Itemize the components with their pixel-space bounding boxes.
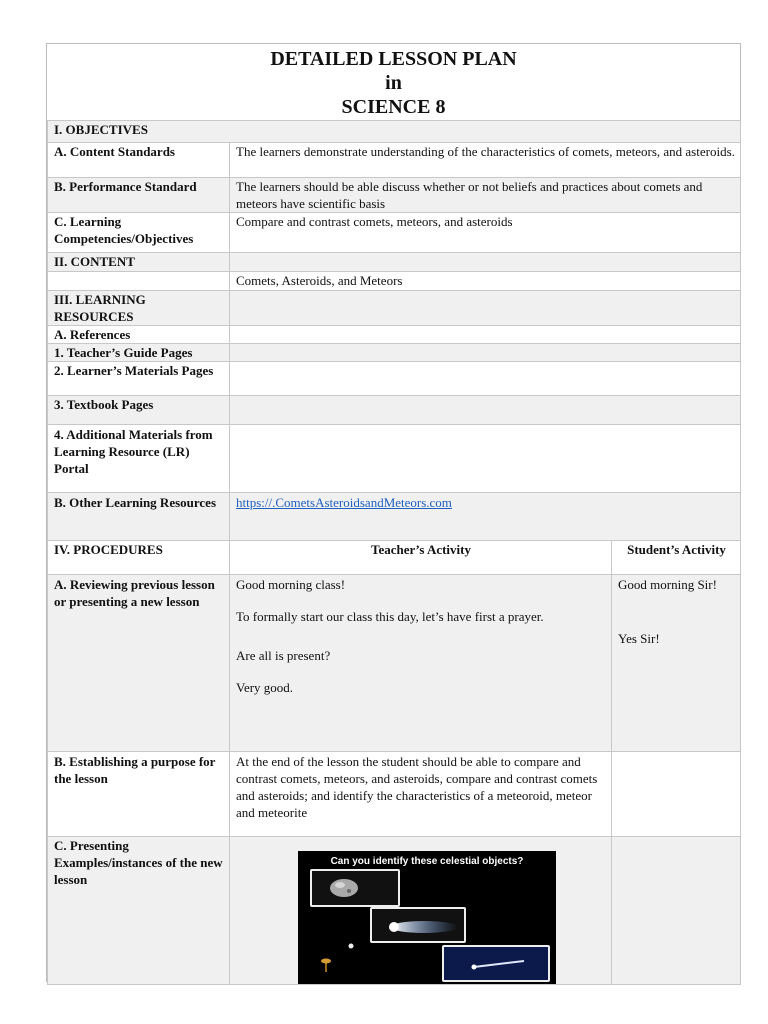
table-row: [48, 396, 741, 425]
table-row: [48, 425, 741, 493]
establishing-purpose-label: B. Establishing a purpose for the lesson: [48, 752, 230, 837]
content-value: Comets, Asteroids, and Meteors: [230, 272, 741, 291]
table-row: [48, 121, 741, 143]
table-row: [48, 541, 741, 575]
student-yes-sir: Yes Sir!: [618, 631, 660, 646]
teachers-guide-label: 1. Teacher’s Guide Pages: [48, 344, 230, 362]
table-row: [48, 837, 741, 985]
textbook-pages-label: 3. Textbook Pages: [48, 396, 230, 425]
comet-icon: [372, 909, 464, 941]
table-row: [48, 213, 741, 253]
competencies-value: Compare and contrast comets, meteors, and asteroids: [230, 213, 741, 253]
table-row: [48, 575, 741, 752]
title-line-3: SCIENCE 8: [341, 96, 446, 118]
learning-resources-heading: III. LEARNING RESOURCES: [48, 291, 230, 326]
reviewing-lesson-label: A. Reviewing previous lesson or presenting a new lesson: [48, 575, 230, 752]
comet-picture: [370, 907, 466, 943]
establishing-purpose-teacher: At the end of the lesson the student should be able to compare and contrast comets, meteors, and asteroids, compare and contrast comets and asteroids; and identify the characteristics of a meteoroid, meteor and meteorite: [230, 752, 612, 837]
lesson-plan-page: [46, 43, 741, 982]
tree-icon: [320, 957, 332, 973]
table-row: [48, 272, 741, 291]
reviewing-student-cell: [612, 575, 741, 752]
table-row: [48, 493, 741, 541]
table-row: [48, 291, 741, 326]
reviewing-teacher-cell: [230, 575, 612, 752]
teacher-very-good: Very good.: [236, 680, 294, 695]
presenting-examples-label: C. Presenting Examples/instances of the new lesson: [48, 837, 230, 985]
title-line-2: in: [385, 72, 402, 94]
presenting-examples-teacher: [230, 837, 612, 985]
student-activity-header: Student’s Activity: [612, 541, 741, 575]
celestial-objects-image: [298, 851, 556, 984]
table-row: [48, 178, 741, 213]
other-resources-label: B. Other Learning Resources: [48, 493, 230, 541]
table-row: [48, 752, 741, 837]
table-row: [48, 362, 741, 396]
image-caption: Can you identify these celestial objects?: [330, 856, 524, 867]
additional-materials-label: 4. Additional Materials from Learning Resource (LR) Portal: [48, 425, 230, 493]
learners-materials-label: 2. Learner’s Materials Pages: [48, 362, 230, 396]
table-row: [48, 143, 741, 178]
meteor-picture: [442, 945, 550, 982]
resource-link[interactable]: https://.CometsAsteroidsandMeteors.com: [236, 495, 452, 510]
content-standards-value: The learners demonstrate understanding of the characteristics of comets, meteors, and asteroids.: [230, 143, 741, 178]
competencies-label: C. Learning Competencies/Objectives: [48, 213, 230, 253]
content-heading: II. CONTENT: [48, 253, 230, 272]
small-moon-icon: [348, 943, 354, 949]
teacher-prayer: To formally start our class this day, let’s have first a prayer.: [236, 609, 544, 624]
performance-standard-label: B. Performance Standard: [48, 178, 230, 213]
teacher-greeting: Good morning class!: [236, 577, 346, 592]
meteor-icon: [444, 947, 548, 980]
lesson-plan-table: [47, 120, 741, 985]
table-row: [48, 326, 741, 344]
performance-standard-value: The learners should be able discuss whether or not beliefs and practices about comets and meteors have scientific basis: [230, 178, 741, 213]
content-standards-label: A. Content Standards: [48, 143, 230, 178]
teacher-attendance: Are all is present?: [236, 648, 331, 663]
teacher-activity-header: Teacher’s Activity: [230, 541, 612, 575]
objectives-heading: I. OBJECTIVES: [48, 121, 741, 143]
student-greeting: Good morning Sir!: [618, 577, 717, 592]
table-row: [48, 344, 741, 362]
asteroid-picture: [310, 869, 400, 907]
table-row: [48, 253, 741, 272]
references-label: A. References: [48, 326, 230, 344]
asteroid-icon: [312, 871, 398, 905]
title-line-1: DETAILED LESSON PLAN: [270, 48, 517, 70]
procedures-heading: IV. PROCEDURES: [48, 541, 230, 575]
document-title: [47, 44, 740, 120]
